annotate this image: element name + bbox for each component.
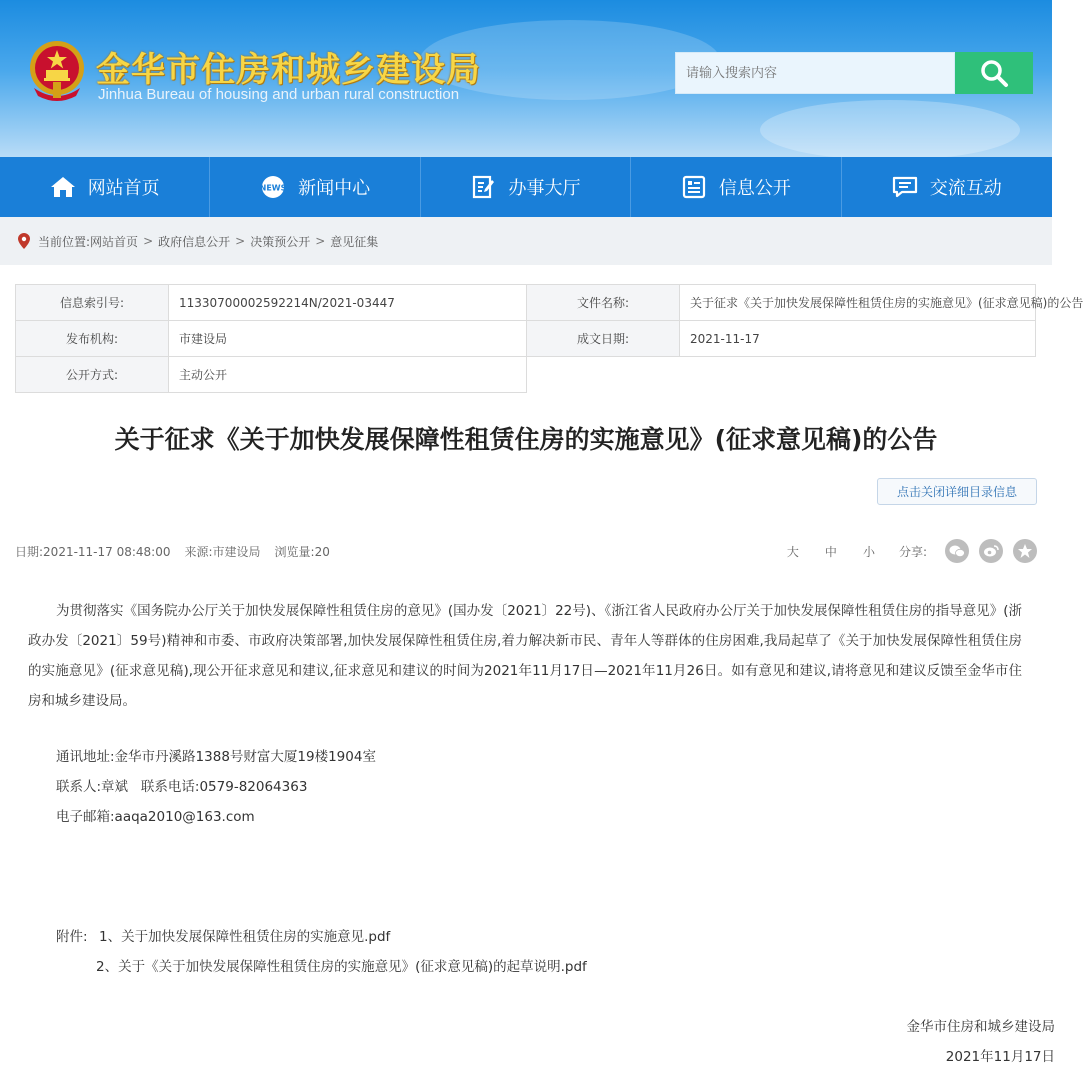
article-tools <box>761 540 1037 562</box>
publish-date: 日期:2021-11-17 08:48:00 <box>15 544 171 559</box>
attachment-link-1[interactable]: 1、关于加快发展保障性租赁住房的实施意见.pdf <box>99 929 391 945</box>
article-meta <box>15 540 1037 562</box>
site-subtitle: Jinhua Bureau of housing and urban rural construction <box>98 86 460 103</box>
date-label: 成文日期: <box>527 321 680 357</box>
index-label: 信息索引号: <box>16 285 169 321</box>
wechat-share-icon[interactable] <box>945 539 969 563</box>
breadcrumb-separator: > <box>235 234 246 248</box>
qzone-share-icon[interactable] <box>1013 539 1037 563</box>
source: 来源:市建设局 <box>184 544 261 559</box>
breadcrumb-prefix: 当前位置: <box>38 234 91 249</box>
header-cloud <box>760 100 1020 160</box>
attachment-label: 附件: <box>56 929 88 945</box>
font-size-small[interactable]: 小 <box>862 544 875 559</box>
site-header <box>0 0 1052 157</box>
font-size-large[interactable]: 大 <box>786 544 799 559</box>
view-count: 浏览量:20 <box>274 544 330 559</box>
breadcrumb-link-gov-info[interactable]: 政府信息公开 <box>158 234 231 249</box>
filename-value: 关于征求《关于加快发展保障性租赁住房的实施意见》(征求意见稿)的公告 <box>680 285 1036 321</box>
nav-label: 信息公开 <box>718 178 791 199</box>
breadcrumb-link-opinion[interactable]: 意见征集 <box>330 234 379 249</box>
share-label: 分享: <box>898 544 927 559</box>
public-value: 主动公开 <box>169 357 527 393</box>
toggle-catalog-button[interactable]: 点击关闭详细目录信息 <box>877 478 1037 505</box>
article-title: 关于征求《关于加快发展保障性租赁住房的实施意见》(征求意见稿)的公告 <box>114 425 938 454</box>
national-emblem-icon <box>26 38 88 104</box>
public-label: 公开方式: <box>16 357 169 393</box>
weibo-share-icon[interactable] <box>979 539 1003 563</box>
news-icon <box>260 174 286 200</box>
breadcrumb-link-decision[interactable]: 决策预公开 <box>250 234 311 249</box>
search-input[interactable] <box>675 52 955 94</box>
article-body: 为贯彻落实《国务院办公厅关于加快发展保障性租赁住房的意见》(国办发〔2021〕22号)、《浙江省人民政府办公厅关于加快发展保障性租赁住房的指导意见》(浙政办发〔2021〕59号)精神和市委、市政府决策部署,加快发展保障性租赁住房,着力解决新市民、青年人等群体的住房困难,我局起草了《关于加快发展保障性租赁住房的实施意见》(征求意见稿),现公开征求意见和建议,征求意见和建议的时间为2021年11月17日—2021年11月26日。如有意见和建议,请将意见和建议反馈至金华市住房和城乡建设局。 <box>28 603 1022 709</box>
org-label: 发布机构: <box>16 321 169 357</box>
nav-item-info-public[interactable] <box>631 157 841 217</box>
attachment-link-2[interactable]: 2、关于《关于加快发展保障性租赁住房的实施意见》(征求意见稿)的起草说明.pdf <box>96 959 587 975</box>
contact-email: 电子邮箱:aaqa2010@163.com <box>56 809 255 825</box>
breadcrumb <box>0 217 1052 265</box>
date-value: 2021-11-17 <box>680 321 1036 357</box>
nav-label: 新闻中心 <box>298 178 371 199</box>
nav-item-home[interactable] <box>0 157 210 217</box>
nav-item-news[interactable] <box>210 157 420 217</box>
nav-label: 交流互动 <box>929 178 1002 199</box>
breadcrumb-separator: > <box>315 234 326 248</box>
chat-icon <box>892 174 918 200</box>
table-row <box>16 285 1036 321</box>
index-value: 11330700002592214N/2021-03447 <box>169 285 527 321</box>
nav-item-service-hall[interactable] <box>421 157 631 217</box>
breadcrumb-separator: > <box>143 234 154 248</box>
breadcrumb-link-home[interactable]: 网站首页 <box>90 234 139 249</box>
table-row <box>16 357 1036 393</box>
svg-text:NEWS: NEWS <box>259 183 287 193</box>
nav-label: 网站首页 <box>87 178 160 199</box>
info-list-icon <box>681 174 707 200</box>
search-icon <box>979 58 1009 88</box>
search-button[interactable] <box>955 52 1033 94</box>
document-info-table <box>15 284 1083 393</box>
location-pin-icon <box>18 233 30 249</box>
site-title: 金华市住房和城乡建设局 <box>96 50 481 90</box>
nav-label: 办事大厅 <box>508 178 581 199</box>
empty-cell <box>680 357 1036 393</box>
signature-org: 金华市住房和城乡建设局 <box>906 1019 1055 1035</box>
org-value: 市建设局 <box>169 321 527 357</box>
contact-person: 联系人:章斌 联系电话:0579-82064363 <box>56 779 308 795</box>
main-nav <box>0 157 1052 217</box>
contact-address: 通讯地址:金华市丹溪路1388号财富大厦19楼1904室 <box>56 749 376 765</box>
empty-cell <box>527 357 680 393</box>
font-size-medium[interactable]: 中 <box>824 544 837 559</box>
signature-date: 2021年11月17日 <box>945 1049 1055 1065</box>
nav-item-interaction[interactable] <box>842 157 1052 217</box>
table-row <box>16 321 1036 357</box>
filename-label: 文件名称: <box>527 285 680 321</box>
home-icon <box>50 174 76 200</box>
edit-document-icon <box>470 174 496 200</box>
